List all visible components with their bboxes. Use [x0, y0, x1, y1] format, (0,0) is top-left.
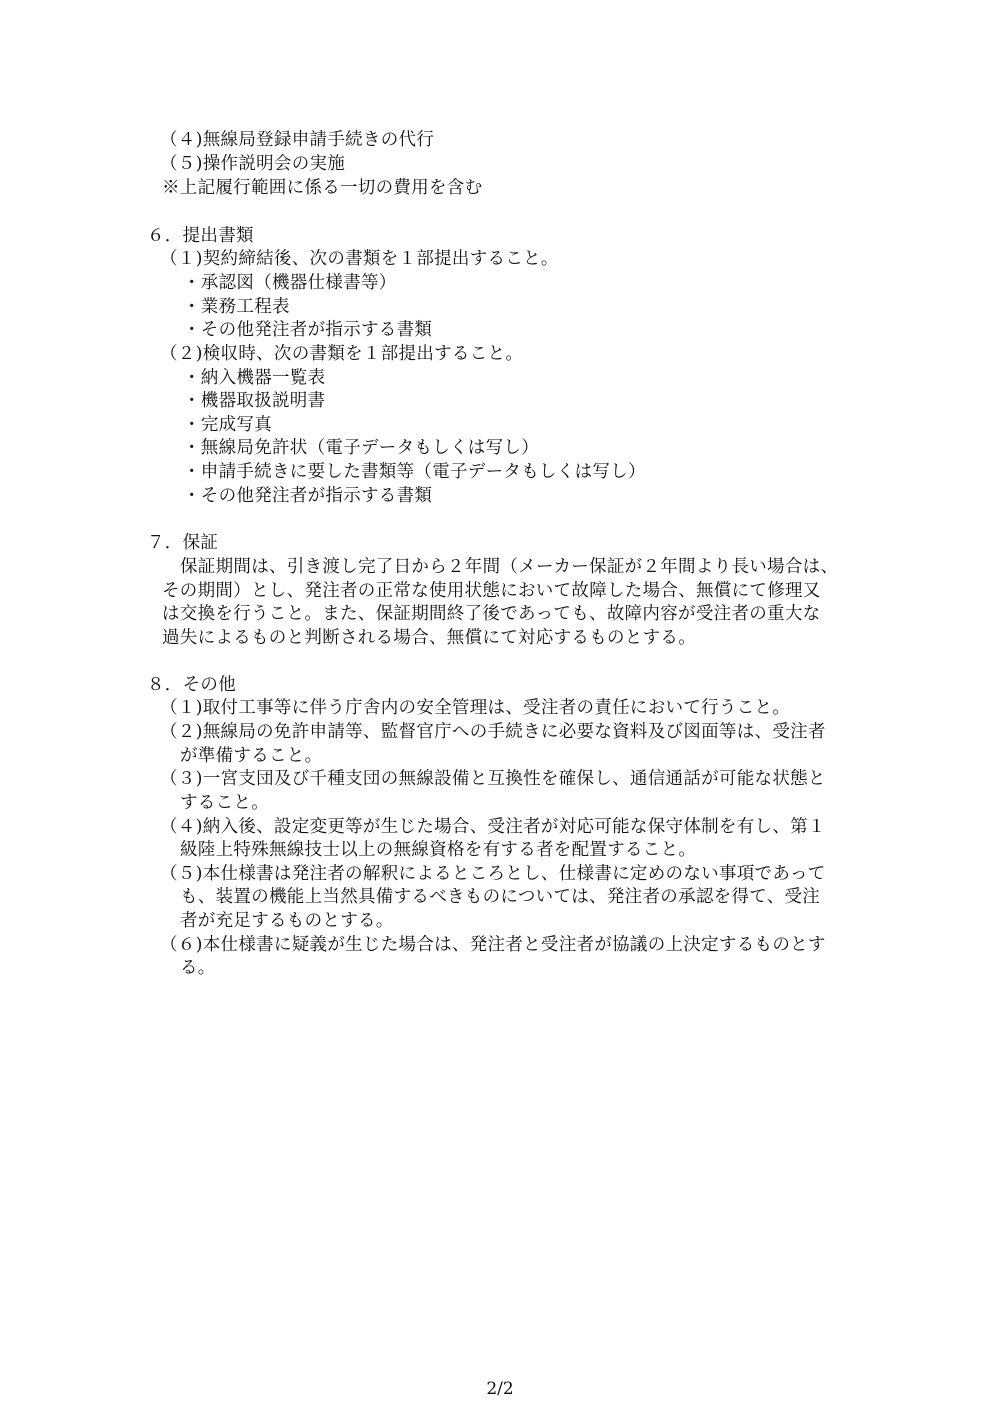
section-item-continuation: も、装置の機能上当然具備するべきものについては、発注者の承認を得て、受注: [180, 887, 821, 907]
paragraph-line: 保証期間は、引き渡し完了日から２年間（メーカー保証が２年間より長い場合は、: [180, 557, 839, 577]
section-heading: ７．保証: [147, 533, 219, 553]
paragraph-line: は交換を行うこと。また、保証期間終了後であっても、故障内容が受注者の重大な: [162, 604, 821, 624]
bullet-item: ・機器取扱説明書: [183, 391, 326, 411]
section-item: （１)契約締結後、次の書類を１部提出すること。: [160, 249, 559, 269]
paragraph-line: その期間）とし、発注者の正常な使用状態において故障した場合、無償にて修理又: [162, 581, 821, 601]
section-item: （６)本仕様書に疑義が生じた場合は、発注者と受注者が協議の上決定するものとす: [160, 935, 826, 955]
section-item: （３)一宮支団及び千種支団の無線設備と互換性を確保し、通信通話が可能な状態と: [160, 769, 826, 789]
section-item: （４)納入後、設定変更等が生じた場合、受注者が対応可能な保守体制を有し、第１: [160, 817, 826, 837]
bullet-item: ・業務工程表: [183, 297, 290, 317]
bullet-item: ・申請手続きに要した書類等（電子データもしくは写し）: [183, 462, 646, 482]
section-item: （１)取付工事等に伴う庁舎内の安全管理は、受注者の責任において行うこと。: [160, 698, 791, 718]
bullet-item: ・完成写真: [183, 415, 272, 435]
bullet-item: ・納入機器一覧表: [183, 368, 326, 388]
page-number: 2/2: [486, 1379, 514, 1399]
section-item-continuation: が準備すること。: [180, 746, 323, 766]
section-item-continuation: る。: [180, 958, 216, 978]
section-item-continuation: 級陸上特殊無線技士以上の無線資格を有する者を配置すること。: [180, 840, 697, 860]
section-item: （２)検収時、次の書類を１部提出すること。: [160, 344, 524, 364]
bullet-item: ・その他発注者が指示する書類: [183, 486, 433, 506]
bullet-item: ・無線局免許状（電子データもしくは写し）: [183, 438, 539, 458]
section-item: （２)無線局の免許申請等、監督官庁への手続きに必要な資料及び図面等は、受注者: [160, 722, 826, 742]
section-item-continuation: 者が充足するものとする。: [180, 911, 394, 931]
section-heading: ８．その他: [147, 675, 236, 695]
paragraph-line: 過失によるものと判断される場合、無償にて対応するものとする。: [162, 628, 696, 648]
top-item: （５)操作説明会の実施: [160, 154, 346, 174]
top-item-note: ※上記履行範囲に係る一切の費用を含む: [162, 178, 483, 198]
section-item: （５)本仕様書は発注者の解釈によるところとし、仕様書に定めのない事項であって: [160, 864, 826, 884]
top-item: （４)無線局登録申請手続きの代行: [160, 130, 435, 150]
section-item-continuation: すること。: [180, 793, 269, 813]
section-heading: ６．提出書類: [147, 226, 254, 246]
bullet-item: ・その他発注者が指示する書類: [183, 320, 433, 340]
bullet-item: ・承認図（機器仕様書等）: [183, 273, 397, 293]
